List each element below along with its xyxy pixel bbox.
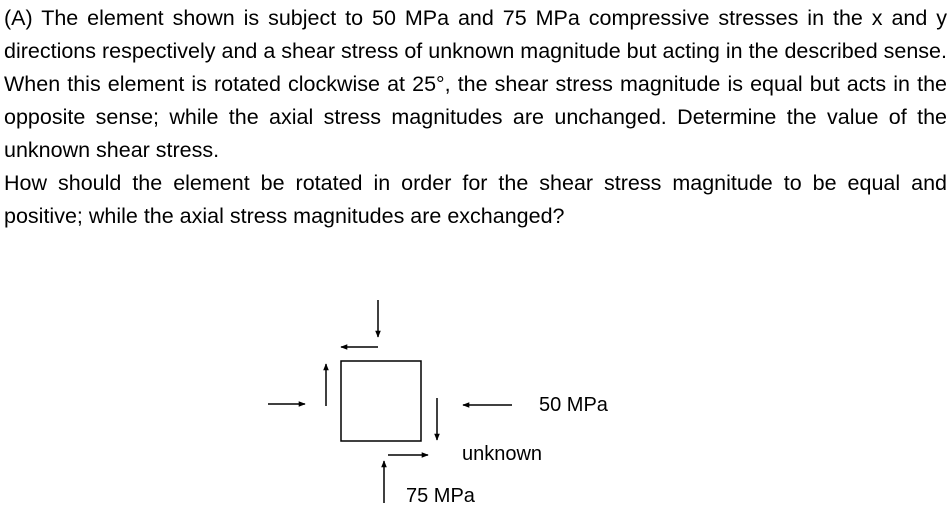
shear-stress-label: unknown	[462, 443, 543, 465]
x-stress-label: 50 MPa	[539, 394, 608, 416]
y-stress-label: 75 MPa	[406, 485, 475, 507]
problem-part-a: (A) The element shown is subject to 50 MPa and 75 MPa compressive stresses in the x and y directions respectively and a shear stress of unknown magnitude but acting in the described sense. When this element is rotated clockwise at 25°, the shear stress magnitude is equal but acts in the opposite sense; while the axial stress magnitudes are unchanged. Determine the value of the unknown shear stress.	[4, 6, 947, 162]
problem-part-b: How should the element be rotated in order for the shear stress magnitude to be equal and positive; while the axial stress magnitudes are exchanged?	[4, 171, 947, 228]
stress-element-square	[341, 361, 421, 441]
